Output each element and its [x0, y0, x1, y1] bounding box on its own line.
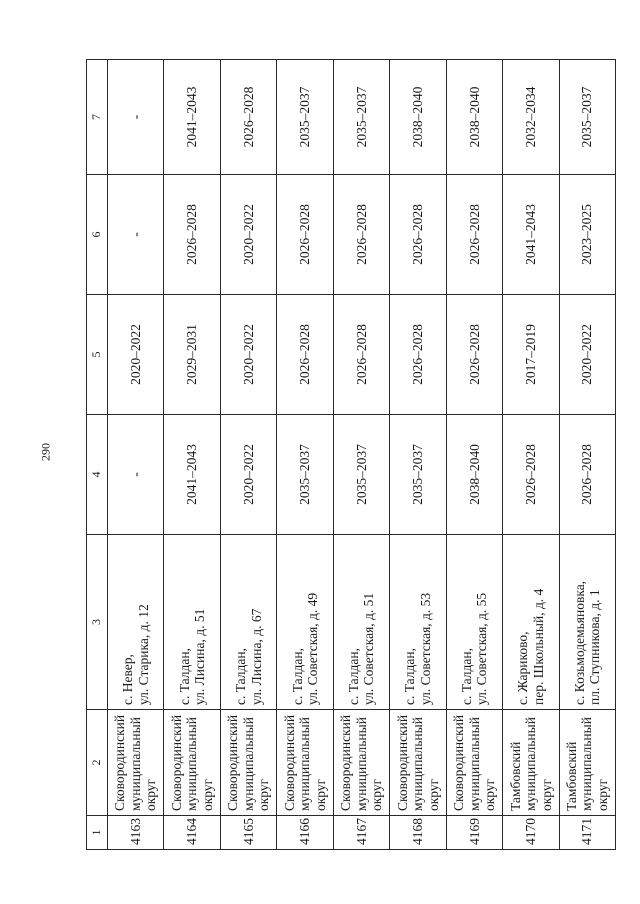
- column-header-5: 5: [87, 295, 108, 415]
- period-cell-c6: 2023–2025: [559, 175, 616, 295]
- page-number: 290: [38, 443, 53, 461]
- district-cell: [333, 710, 389, 816]
- period-cell-c4: 2038–2040: [446, 415, 502, 535]
- address-line: ул. Советская, д. 49: [305, 592, 321, 705]
- period-cell-c4: 2026–2028: [559, 415, 616, 535]
- district-line: Сковородинский: [338, 714, 354, 811]
- district-line: муниципальный: [466, 717, 482, 811]
- district-line: Сковородинский: [281, 714, 297, 811]
- district-line: муниципальный: [523, 717, 539, 811]
- period-cell-c4: -: [108, 415, 164, 535]
- period-cell-c5: 2020–2022: [220, 295, 276, 415]
- row-number-cell: 4169: [446, 816, 502, 850]
- column-header-4: 4: [87, 415, 108, 535]
- table-row: [503, 60, 559, 850]
- district-line: муниципальный: [353, 717, 369, 811]
- period-cell-c6: 2026–2028: [333, 175, 389, 295]
- period-cell-c5: 2026–2028: [277, 295, 333, 415]
- address-line: ул. Советская, д. 51: [361, 592, 377, 705]
- address-line: с. Талдан,: [458, 648, 474, 705]
- address-line: ул. Советская, д. 53: [417, 592, 433, 705]
- district-cell: [277, 710, 333, 816]
- row-number-cell: 4164: [164, 816, 220, 850]
- period-cell-c5: 2026–2028: [390, 295, 446, 415]
- column-header-2: 2: [87, 710, 108, 816]
- district-line: муниципальный: [410, 717, 426, 811]
- row-number-cell: 4168: [390, 816, 446, 850]
- row-number-cell: 4165: [220, 816, 276, 850]
- address-line: с. Талдан,: [402, 648, 418, 705]
- district-line: округ: [199, 778, 215, 811]
- district-line: Сковородинский: [394, 714, 410, 811]
- address-cell: [277, 535, 333, 710]
- period-cell-c6: 2026–2028: [446, 175, 502, 295]
- district-cell: [559, 710, 616, 816]
- address-cell: [503, 535, 559, 710]
- address-cell: [333, 535, 389, 710]
- address-cell: [108, 535, 164, 710]
- district-line: Сковородинский: [168, 714, 184, 811]
- address-line: с. Талдан,: [233, 648, 249, 705]
- period-cell-c4: 2035–2037: [277, 415, 333, 535]
- district-line: Сковородинский: [112, 714, 128, 811]
- address-line: с. Талдан,: [345, 648, 361, 705]
- district-line: округ: [595, 778, 610, 811]
- period-cell-c7: 2041–2043: [164, 60, 220, 175]
- district-line: муниципальный: [240, 717, 256, 811]
- address-line: с. Козьмодемьяновка,: [571, 580, 587, 705]
- period-cell-c6: -: [108, 175, 164, 295]
- table-header-row: [87, 60, 108, 850]
- district-line: округ: [143, 778, 159, 811]
- period-cell-c6: 2026–2028: [277, 175, 333, 295]
- district-line: округ: [482, 778, 498, 811]
- period-cell-c6: 2026–2028: [164, 175, 220, 295]
- address-line: ул. Лисина, д. 51: [192, 608, 208, 705]
- period-cell-c6: 2020–2022: [220, 175, 276, 295]
- column-header-1: 1: [87, 816, 108, 850]
- district-line: муниципальный: [579, 717, 595, 811]
- table-row: [108, 60, 164, 850]
- column-header-7: 7: [87, 60, 108, 175]
- row-number-cell: 4163: [108, 816, 164, 850]
- district-line: муниципальный: [184, 717, 200, 811]
- address-line: ул. Советская, д. 55: [474, 592, 490, 705]
- table-row: [390, 60, 446, 850]
- district-cell: [390, 710, 446, 816]
- period-cell-c7: 2038–2040: [390, 60, 446, 175]
- row-number-cell: 4166: [277, 816, 333, 850]
- district-cell: [503, 710, 559, 816]
- district-cell: [446, 710, 502, 816]
- registry-table: [86, 59, 616, 850]
- period-cell-c4: 2026–2028: [503, 415, 559, 535]
- period-cell-c4: 2020–2022: [220, 415, 276, 535]
- row-number-cell: 4167: [333, 816, 389, 850]
- address-cell: [390, 535, 446, 710]
- address-line: ул. Старика, д. 12: [135, 604, 151, 705]
- address-line: ул. Лисина, д. 67: [248, 608, 264, 705]
- address-line: с. Жариково,: [515, 631, 531, 705]
- period-cell-c4: 2035–2037: [333, 415, 389, 535]
- district-line: округ: [538, 778, 554, 811]
- period-cell-c7: -: [108, 60, 164, 175]
- period-cell-c6: 2041–2043: [503, 175, 559, 295]
- address-line: пл. Ступникова, д. 1: [587, 589, 603, 705]
- address-cell: [559, 535, 616, 710]
- period-cell-c6: 2026–2028: [390, 175, 446, 295]
- address-cell: [220, 535, 276, 710]
- period-cell-c5: 2029–2031: [164, 295, 220, 415]
- column-header-3: 3: [87, 535, 108, 710]
- period-cell-c7: 2032–2034: [503, 60, 559, 175]
- period-cell-c5: 2026–2028: [446, 295, 502, 415]
- period-cell-c7: 2038–2040: [446, 60, 502, 175]
- district-line: округ: [369, 778, 385, 811]
- table-rotated-wrapper: [86, 60, 616, 850]
- period-cell-c5: 2026–2028: [333, 295, 389, 415]
- period-cell-c7: 2035–2037: [333, 60, 389, 175]
- address-line: с. Невер,: [120, 654, 136, 705]
- address-cell: [164, 535, 220, 710]
- period-cell-c7: 2026–2028: [220, 60, 276, 175]
- district-line: округ: [312, 778, 328, 811]
- table-frame: [86, 60, 616, 850]
- address-line: с. Талдан,: [176, 648, 192, 705]
- district-cell: [164, 710, 220, 816]
- address-cell: [446, 535, 502, 710]
- period-cell-c7: 2035–2037: [277, 60, 333, 175]
- table-row: [446, 60, 502, 850]
- district-line: Тамбовский: [507, 741, 523, 811]
- table-body: [108, 60, 616, 850]
- table-row: [220, 60, 276, 850]
- district-line: Тамбовский: [563, 741, 579, 811]
- district-line: округ: [425, 778, 441, 811]
- district-line: муниципальный: [127, 717, 143, 811]
- column-header-6: 6: [87, 175, 108, 295]
- period-cell-c5: 2020–2022: [559, 295, 616, 415]
- table-row: [164, 60, 220, 850]
- table-row: [333, 60, 389, 850]
- address-line: с. Талдан,: [289, 648, 305, 705]
- period-cell-c4: 2035–2037: [390, 415, 446, 535]
- table-row: [277, 60, 333, 850]
- district-line: муниципальный: [297, 717, 313, 811]
- period-cell-c5: 2020–2022: [108, 295, 164, 415]
- period-cell-c5: 2017–2019: [503, 295, 559, 415]
- district-line: Сковородинский: [225, 714, 241, 811]
- row-number-cell: 4171: [559, 816, 616, 850]
- district-cell: [220, 710, 276, 816]
- district-line: Сковородинский: [451, 714, 467, 811]
- table-row: [559, 60, 616, 850]
- district-line: округ: [256, 778, 272, 811]
- district-cell: [108, 710, 164, 816]
- period-cell-c7: 2035–2037: [559, 60, 616, 175]
- address-line: пер. Школьный, д. 4: [530, 588, 546, 705]
- row-number-cell: 4170: [503, 816, 559, 850]
- period-cell-c4: 2041–2043: [164, 415, 220, 535]
